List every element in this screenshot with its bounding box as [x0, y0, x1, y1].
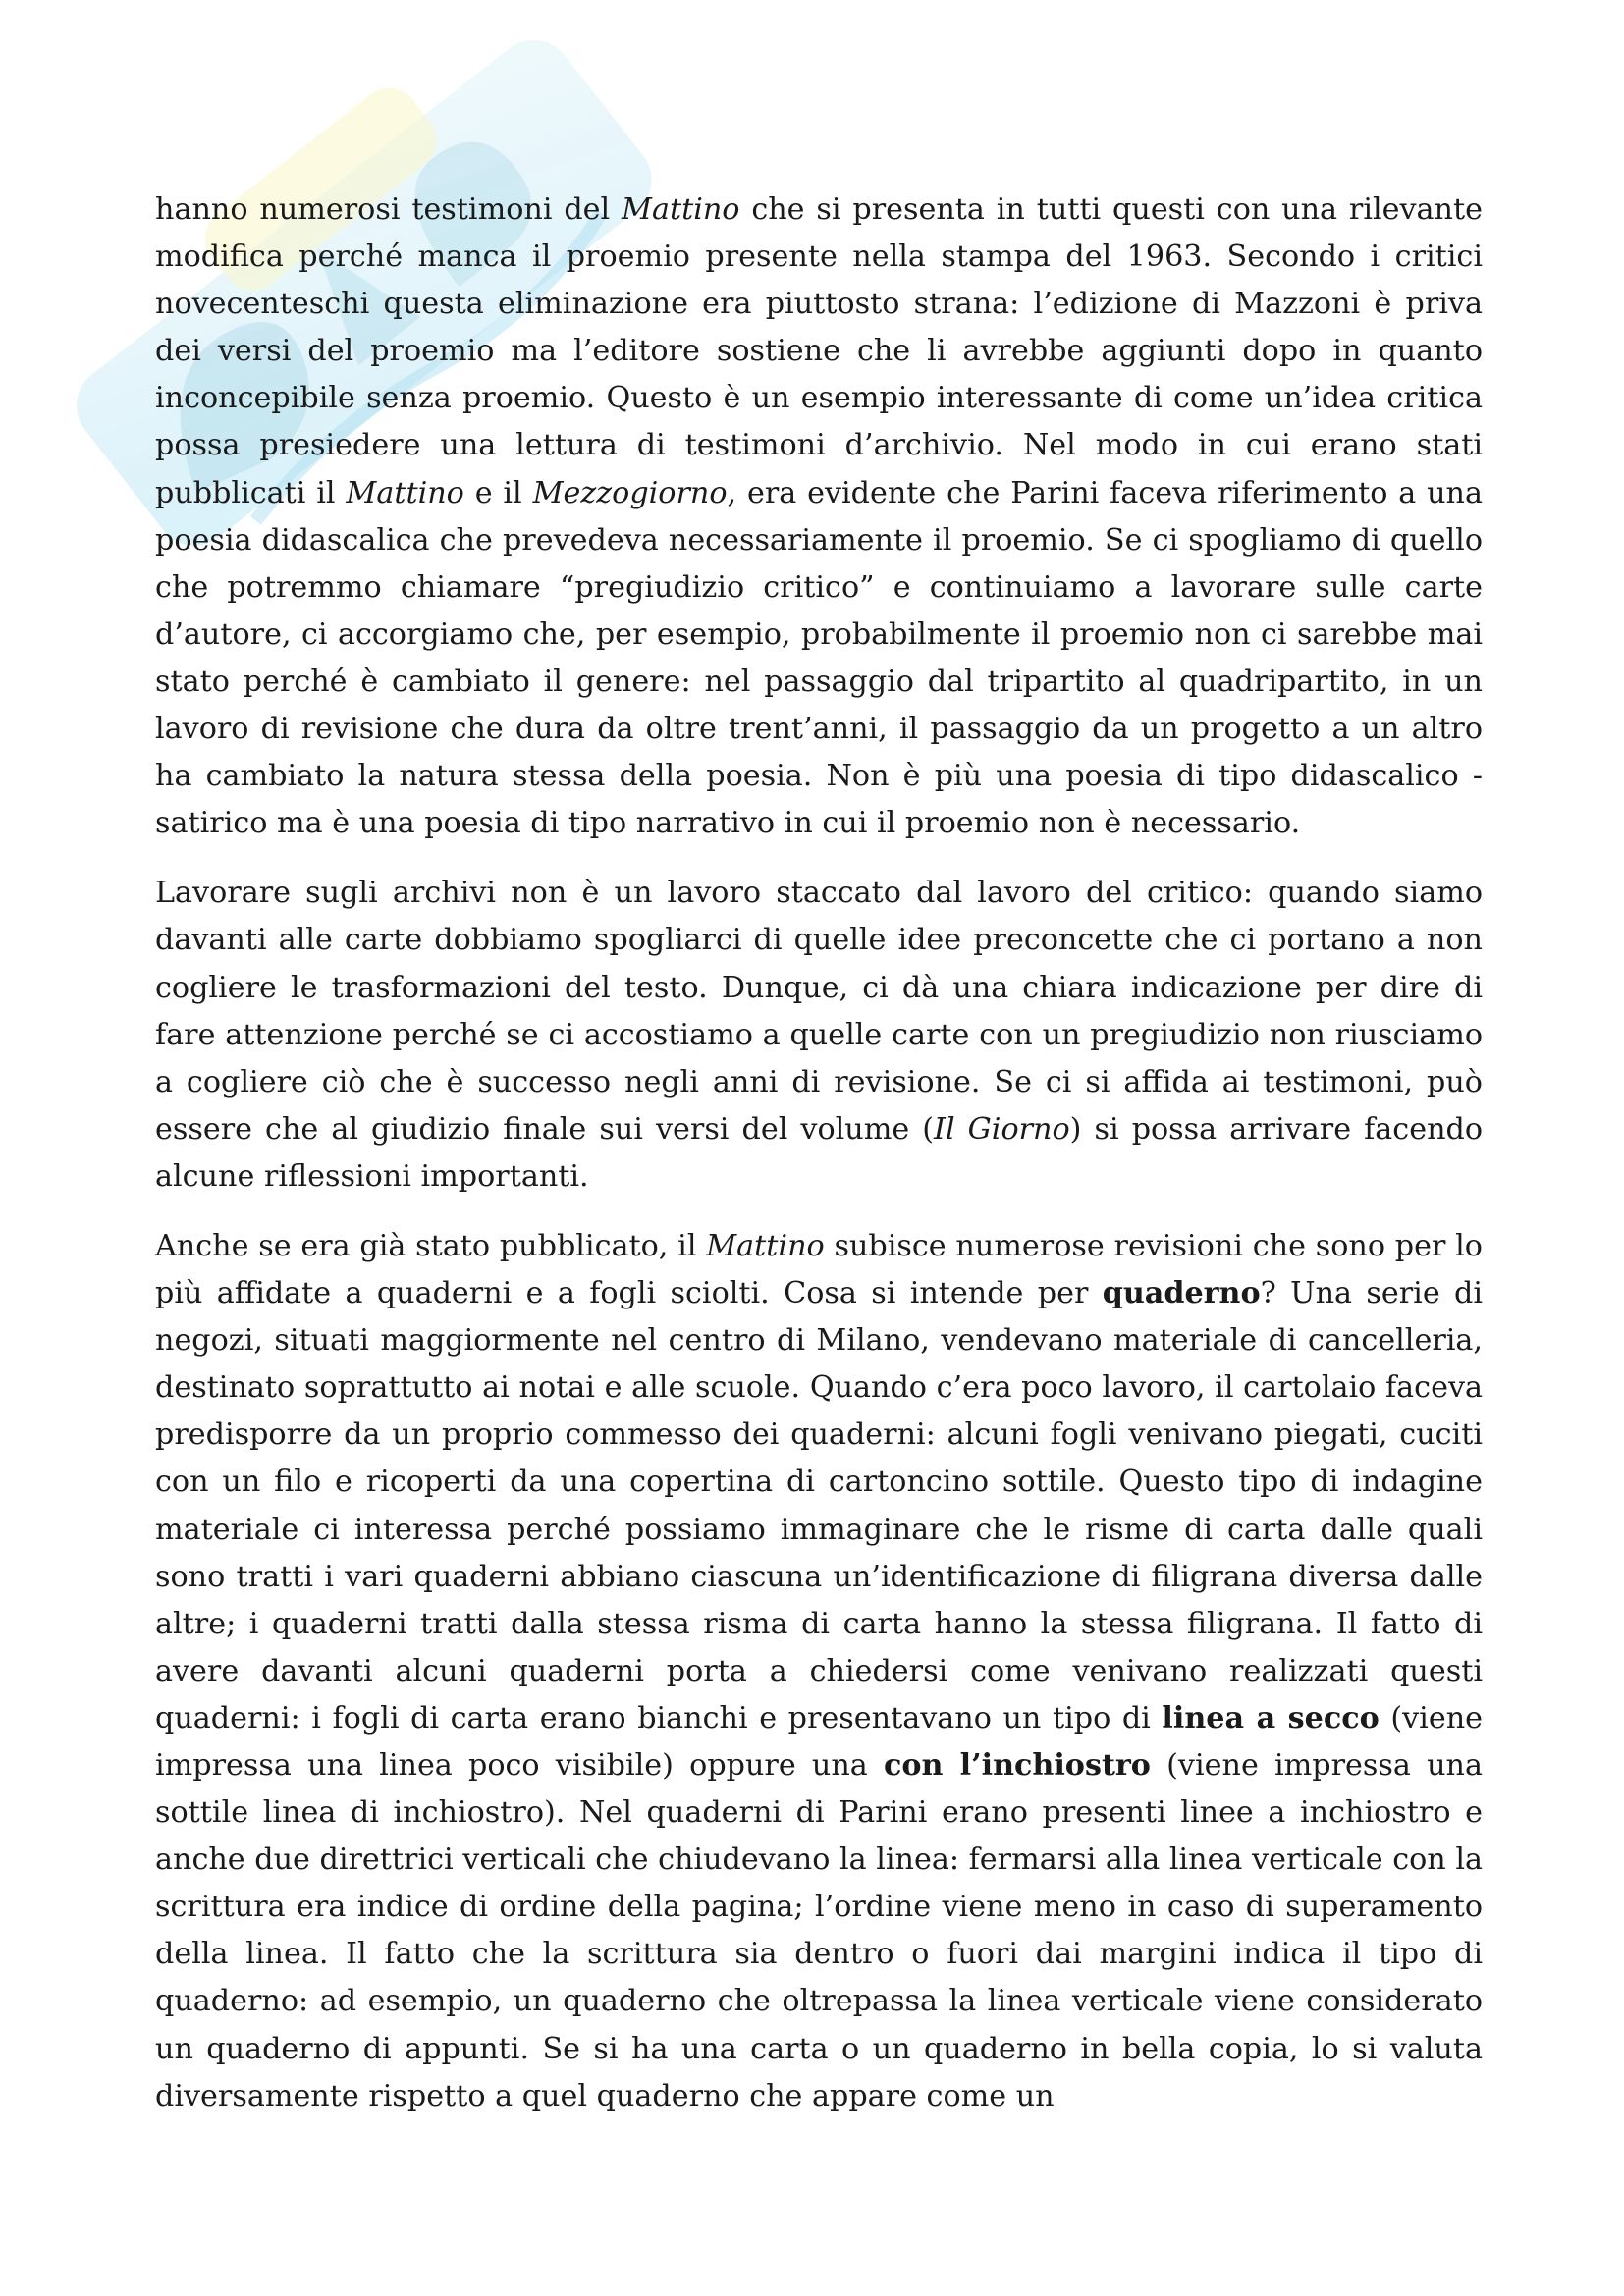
text-run: (viene impressa una sottile linea di inchiostro). Nel quaderni di Parini erano presenti linee a inchiostro e anche due direttrici verticali che chiudevano la linea: fermarsi alla linea verticale con la scrittura era indice di ordine della pagina; l’ordine viene meno in caso di superamento della linea. Il fatto che la scrittura sia dentro o fuori dai margini indica il tipo di quaderno: ad esempio, un quaderno che oltrepassa la linea verticale viene considerato un quaderno di appunti. Se si ha una carta o un quaderno in bella copia, lo si valuta diversamente rispetto a quel quaderno che appare come un: [155, 1748, 1483, 2113]
text-run: , era evidente che Parini faceva riferimento a una poesia didascalica che prevedeva necessariamente il proemio. Se ci spogliamo di quello che potremmo chiamare “pregiudizio critico” e continuiamo a lavorare sulle carte d’autore, ci accorgiamo che, per esempio, probabilmente il proemio non ci sarebbe mai stato perché è cambiato il genere: nel passaggio dal tripartito al quadripartito, in un lavoro di revisione che dura da oltre trent’anni, il passaggio da un progetto a un altro ha cambiato la natura stessa della poesia. Non è più una poesia di tipo didascalico - satirico ma è una poesia di tipo narrativo in cui il proemio non è necessario.: [155, 475, 1483, 841]
paragraph-2: [155, 870, 1483, 1201]
text-run: subisce numerose revisioni che sono per lo più affidate a quaderni e a fogli sciolti. Cosa si intende per: [155, 1228, 1483, 1311]
text-run: e il: [463, 475, 533, 510]
body-text: [155, 187, 1483, 2120]
paragraph-1: [155, 187, 1483, 847]
title-mattino: Mattino: [346, 475, 464, 510]
text-run: Anche se era già stato pubblicato, il: [155, 1228, 707, 1263]
text-run: ) si possa arrivare facendo alcune riflessioni importanti.: [155, 1111, 1484, 1194]
title-mattino: Mattino: [706, 1228, 825, 1263]
text-run: ? Una serie di negozi, situati maggiormente nel centro di Milano, vendevano materiale di cancelleria, destinato soprattutto ai notai e alle scuole. Quando c’era poco lavoro, il cartolaio faceva predisporre da un proprio commesso dei quaderni: alcuni fogli venivano piegati, cuciti con un filo e ricoperti da una copertina di cartoncino sottile. Questo tipo di indagine materiale ci interessa perché possiamo immaginare che le risme di carta dalle quali sono tratti i vari quaderni abbiano ciascuna un’identificazione di filigrana diversa dalle altre; i quaderni tratti dalla stessa risma di carta hanno la stessa filigrana. Il fatto di avere davanti alcuni quaderni porta a chiedersi come venivano realizzati questi quaderni: i fogli di carta erano bianchi e presentavano un tipo di: [155, 1276, 1484, 1735]
text-run: che si presenta in tutti questi con una rilevante modifica perché manca il proemio presente nella stampa del 1963. Secondo i critici novecenteschi questa eliminazione era piuttosto strana: l’edizione di Mazzoni è priva dei versi del proemio ma l’editore sostiene che li avrebbe aggiunti dopo in quanto inconcepibile senza proemio. Questo è un esempio interessante di come un’idea critica possa presiedere una lettura di testimoni d’archivio. Nel modo in cui erano stati pubblicati il: [155, 192, 1483, 510]
title-mattino: Mattino: [622, 192, 740, 227]
text-run: Lavorare sugli archivi non è un lavoro staccato dal lavoro del critico: quando siamo davanti alle carte dobbiamo spogliarci di quelle idee preconcette che ci portano a non cogliere le trasformazioni del testo. Dunque, ci dà una chiara indicazione per dire di fare attenzione perché se ci accostiamo a quelle carte con un pregiudizio non riusciamo a cogliere ciò che è successo negli anni di revisione. Se ci si affida ai testimoni, può essere che al giudizio finale sui versi del volume (: [155, 876, 1483, 1147]
title-il-giorno: Il Giorno: [934, 1111, 1070, 1147]
text-run: hanno numerosi testimoni del: [155, 192, 623, 227]
text-run: (viene impressa una linea poco visibile) oppure una: [155, 1700, 1484, 1783]
term-con-inchiostro: con l’inchiostro: [884, 1748, 1151, 1783]
term-linea-a-secco: linea a secco: [1162, 1700, 1380, 1735]
term-quaderno: quaderno: [1102, 1276, 1261, 1311]
title-mezzogiorno: Mezzogiorno: [532, 475, 728, 510]
paragraph-3: [155, 1223, 1483, 2120]
